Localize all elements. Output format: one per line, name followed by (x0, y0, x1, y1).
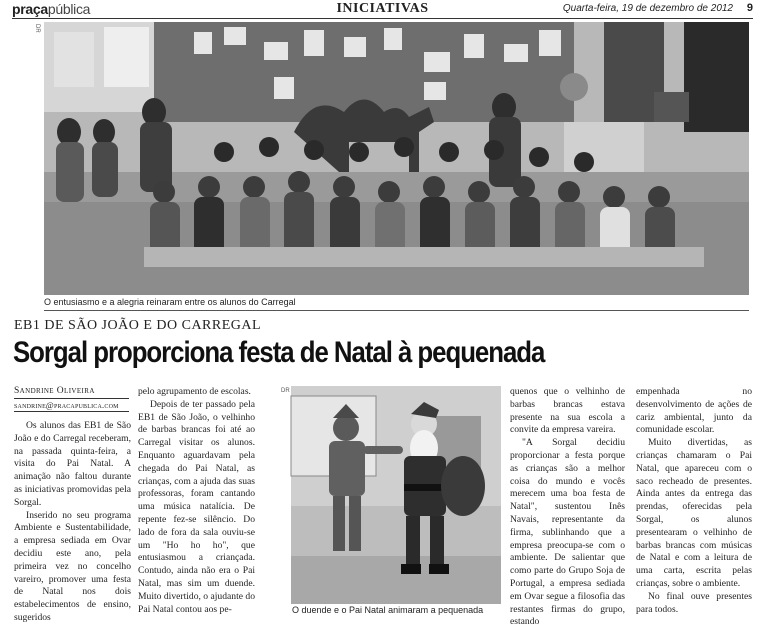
byline-rule (14, 398, 129, 399)
masthead-part2: pública (47, 1, 91, 17)
middle-photo-caption: O duende e o Pai Natal animaram a pequenada (292, 605, 484, 615)
article-column-1 (14, 420, 131, 625)
santa-photo (291, 386, 501, 604)
middle-photo-credit: DR (281, 388, 290, 394)
article-headline: Sorgal proporciona festa de Natal à pequenada (13, 336, 545, 369)
classroom-photo (44, 22, 749, 295)
top-photo-credit: DR (34, 24, 40, 33)
article-kicker: EB1 DE SÃO JOÃO E DO CARREGAL (14, 318, 262, 333)
issue-date: Quarta-feira, 19 de dezembro de 2012 (562, 3, 733, 14)
paragraph: "A Sorgal decidiu proporcionar a festa porque as crianças são a melhor coisa do mundo e vocês merecem uma boa festa de Natal", sustentou Inês Navais, representante da firma, sublinhando que a empresa preocupa-se com o ambiente. De salientar que como parte do Grupo Soja de Portugal, a empresa sediada em Ovar segue a filosofia das restantes firmas do grupo, estando (510, 437, 625, 628)
paragraph: Depois de ter passado pela EB1 de São João, o velhinho de barbas brancas foi até ao Carregal visitar os alunos. Enquanto aguardavam pela chegada do Pai Natal, as crianças, com a ajuda das suas professoras, foram cantando uma música natalícia. De repente fez-se silêncio. Do lado de fora da sala ouviu-se um "Ho ho ho", que entusiasmou a criançada. Contudo, ainda não era o Pai Natal, mas sim um duende. Muito divertido, o ajudante do Pai Natal contou aos pe- (138, 398, 255, 615)
author-name: Sandrine Oliveira (14, 386, 95, 396)
masthead-part1: praça (12, 1, 48, 17)
paragraph: quenos que o velhinho de barbas brancas estava presente na sua escola a convite da empresa vareira. (510, 386, 625, 436)
section-title: INICIATIVAS (336, 1, 429, 16)
paragraph: No final ouve presentes para todos. (636, 590, 752, 615)
page-number: 9 (746, 2, 753, 14)
paragraph: Muito divertidas, as crianças chamaram o Pai Natal, que apareceu com o saco recheado de presentes. Ainda antes da entrega das prendas, oferecidas pela Sorgal, os alunos presentearam o velhinho de barbas brancas com músicas de Natal e com a leitura de uma carta, escrita pelas crianças, sobre o ambiente. (636, 437, 752, 589)
header-rule (12, 18, 753, 19)
author-email: sandrine@pracapublica.com (14, 400, 119, 410)
caption-rule (44, 310, 749, 311)
page-header (0, 0, 765, 19)
paragraph: empenhada no desenvolvimento de ações de cariz ambiental, junto da comunidade escolar. (636, 386, 752, 436)
article-column-3 (510, 386, 625, 629)
paragraph: Os alunos das EB1 de São João e do Carregal receberam, na passada quinta-feira, a visita do Pai Natal. A animação não faltou durante as iniciativas promovidas pela Sorgal. (14, 420, 131, 508)
article-column-2 (138, 386, 255, 616)
paragraph: Inserido no seu programa Ambiente e Sustentabilidade, a empresa sediada em Ovar decidiu este ano, pela primeira vez no concelho vareiro, promover uma festa de Natal nos dois estabelecimentos de ensino, sugeridos (14, 509, 131, 623)
byline-rule (14, 411, 129, 412)
top-photo-caption: O entusiasmo e a alegria reinaram entre os alunos do Carregal (44, 297, 296, 307)
paragraph: pelo agrupamento de escolas. (138, 386, 251, 397)
article-column-4 (636, 386, 752, 616)
